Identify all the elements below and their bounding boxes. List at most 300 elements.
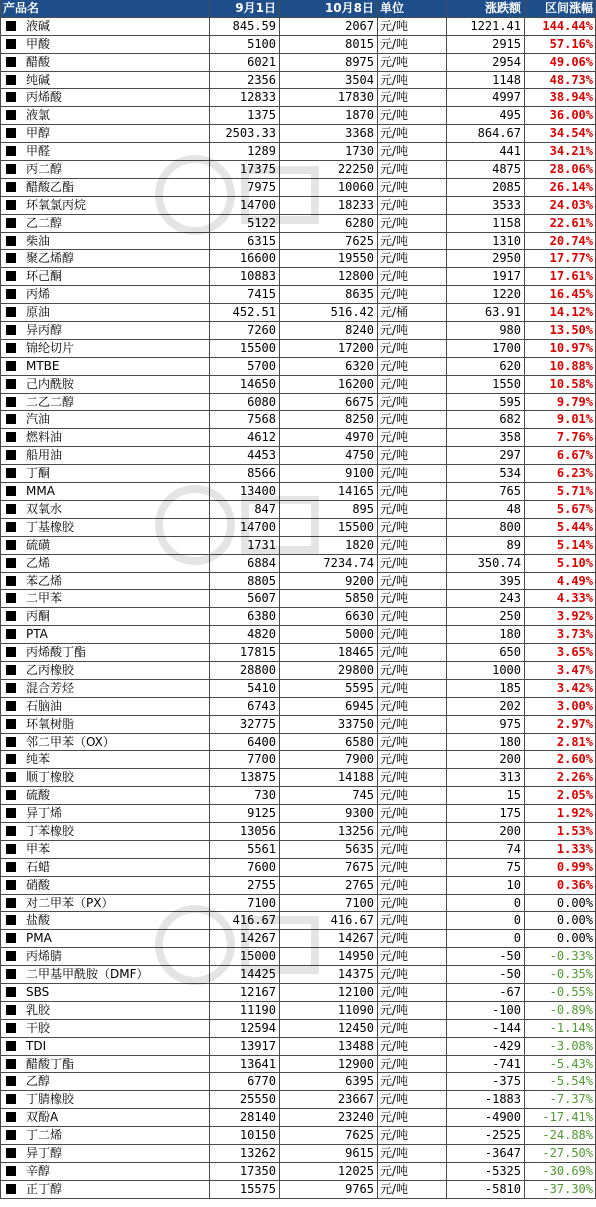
product-name-cell [0,161,210,178]
sep1-price-cell: 10150 [210,1127,280,1144]
change-amount-cell: -741 [447,1056,525,1073]
product-name-label: 甲醛 [26,144,51,159]
product-name-label: 液氯 [26,108,51,123]
black-square-bullet-icon [6,629,16,639]
sep1-price-cell: 15575 [210,1181,280,1198]
product-name-cell [0,984,210,1001]
table-row [0,1109,596,1127]
unit-cell: 元/吨 [378,877,447,894]
sep1-price-cell: 5561 [210,841,280,858]
unit-cell: 元/吨 [378,769,447,786]
table-row [0,36,596,54]
black-square-bullet-icon [6,701,16,711]
change-amount-cell: 534 [447,465,525,482]
product-name-label: 丁二烯 [26,1128,63,1143]
change-percent-cell: 34.54% [525,125,596,142]
oct8-price-cell: 23667 [280,1091,378,1108]
black-square-bullet-icon [6,432,16,442]
product-name-label: 丁腈橡胶 [26,1092,75,1107]
unit-cell: 元/吨 [378,179,447,196]
unit-cell: 元/吨 [378,429,447,446]
product-name-label: 醋酸 [26,54,51,69]
product-name-label: TDI [26,1038,47,1053]
product-name-label: PTA [26,627,48,642]
oct8-price-cell: 3504 [280,72,378,89]
sep1-price-cell: 6021 [210,54,280,71]
product-name-label: 硫酸 [26,788,51,803]
oct8-price-cell: 9300 [280,805,378,822]
sep1-price-cell: 5700 [210,358,280,375]
black-square-bullet-icon [6,1059,16,1069]
change-percent-cell: 0.00% [525,930,596,947]
sep1-price-cell: 6743 [210,698,280,715]
table-row [0,18,596,36]
change-amount-cell: 74 [447,841,525,858]
oct8-price-cell: 14188 [280,769,378,786]
change-amount-cell: 0 [447,912,525,929]
change-amount-cell: 180 [447,626,525,643]
product-name-label: 纯苯 [26,752,51,767]
change-amount-cell: -144 [447,1020,525,1037]
sep1-price-cell: 4820 [210,626,280,643]
change-amount-cell: 800 [447,519,525,536]
change-amount-cell: -3647 [447,1145,525,1162]
change-percent-cell: 2.60% [525,751,596,768]
unit-cell: 元/吨 [378,483,447,500]
change-amount-cell: 89 [447,537,525,554]
table-row [0,1038,596,1056]
oct8-price-cell: 18465 [280,644,378,661]
table-row [0,787,596,805]
change-amount-cell: 1917 [447,268,525,285]
table-row [0,429,596,447]
unit-cell: 元/吨 [378,322,447,339]
change-percent-cell: 144.44% [525,18,596,35]
black-square-bullet-icon [6,200,16,210]
table-row [0,1073,596,1091]
black-square-bullet-icon [6,951,16,961]
table-row [0,590,596,608]
unit-cell: 元/吨 [378,411,447,428]
black-square-bullet-icon [6,522,16,532]
table-row [0,1056,596,1074]
black-square-bullet-icon [6,826,16,836]
product-name-label: 邻二甲苯（OX） [26,734,115,749]
product-name-cell [0,716,210,733]
change-amount-cell: 0 [447,930,525,947]
product-name-label: 乙醇 [26,1074,51,1089]
black-square-bullet-icon [6,719,16,729]
oct8-price-cell: 2765 [280,877,378,894]
product-name-cell [0,447,210,464]
change-amount-cell: -100 [447,1002,525,1019]
product-name-cell [0,590,210,607]
change-percent-cell: 34.21% [525,143,596,160]
sep1-price-cell: 14267 [210,930,280,947]
table-row [0,233,596,251]
sep1-price-cell: 5100 [210,36,280,53]
change-amount-cell: 3533 [447,197,525,214]
change-percent-cell: 4.33% [525,590,596,607]
sep1-price-cell: 14650 [210,376,280,393]
change-percent-cell: -1.14% [525,1020,596,1037]
oct8-price-cell: 6280 [280,215,378,232]
change-amount-cell: 250 [447,608,525,625]
sep1-price-cell: 14700 [210,519,280,536]
unit-cell: 元/吨 [378,966,447,983]
product-name-label: 液碱 [26,18,51,33]
change-percent-cell: 38.94% [525,89,596,106]
product-name-cell [0,411,210,428]
table-row [0,698,596,716]
unit-cell: 元/吨 [378,751,447,768]
unit-cell: 元/吨 [378,895,447,912]
black-square-bullet-icon [6,1076,16,1086]
sep1-price-cell: 12167 [210,984,280,1001]
black-square-bullet-icon [6,558,16,568]
oct8-price-cell: 12100 [280,984,378,1001]
table-row [0,823,596,841]
table-row [0,519,596,537]
oct8-price-cell: 895 [280,501,378,518]
unit-cell: 元/吨 [378,376,447,393]
product-name-cell [0,877,210,894]
change-amount-cell: 395 [447,573,525,590]
product-name-cell [0,1020,210,1037]
table-row [0,966,596,984]
oct8-price-cell: 17830 [280,89,378,106]
sep1-price-cell: 14700 [210,197,280,214]
change-amount-cell: -1883 [447,1091,525,1108]
product-name-cell [0,930,210,947]
sep1-price-cell: 1375 [210,107,280,124]
table-row [0,161,596,179]
table-row [0,501,596,519]
oct8-price-cell: 22250 [280,161,378,178]
black-square-bullet-icon [6,880,16,890]
product-name-label: 乳胶 [26,1002,51,1017]
product-name-label: 干胶 [26,1020,51,1035]
change-percent-cell: 10.88% [525,358,596,375]
change-amount-cell: 1220 [447,286,525,303]
oct8-price-cell: 29800 [280,662,378,679]
oct8-price-cell: 14375 [280,966,378,983]
oct8-price-cell: 13488 [280,1038,378,1055]
unit-cell: 元/吨 [378,1145,447,1162]
black-square-bullet-icon [6,468,16,478]
unit-cell: 元/吨 [378,716,447,733]
product-name-cell [0,966,210,983]
unit-cell: 元/吨 [378,1091,447,1108]
product-name-label: 丙烯腈 [26,949,63,964]
table-row [0,72,596,90]
table-row [0,895,596,913]
change-percent-cell: 3.73% [525,626,596,643]
table-row [0,573,596,591]
product-name-cell [0,322,210,339]
product-name-label: 原油 [26,305,51,320]
table-row [0,1091,596,1109]
oct8-price-cell: 11090 [280,1002,378,1019]
oct8-price-cell: 14267 [280,930,378,947]
change-amount-cell: 297 [447,447,525,464]
product-name-cell [0,555,210,572]
black-square-bullet-icon [6,21,16,31]
black-square-bullet-icon [6,790,16,800]
sep1-price-cell: 15500 [210,340,280,357]
change-amount-cell: 180 [447,734,525,751]
change-percent-cell: 1.92% [525,805,596,822]
product-name-label: 乙烯 [26,555,51,570]
table-row [0,751,596,769]
black-square-bullet-icon [6,39,16,49]
product-name-cell [0,1145,210,1162]
oct8-price-cell: 7675 [280,859,378,876]
change-percent-cell: 0.36% [525,877,596,894]
change-percent-cell: -30.69% [525,1163,596,1180]
black-square-bullet-icon [6,1130,16,1140]
product-name-cell [0,107,210,124]
product-name-cell [0,769,210,786]
product-name-label: 醋酸乙酯 [26,179,75,194]
oct8-price-cell: 416.67 [280,912,378,929]
table-row [0,125,596,143]
sep1-price-cell: 16600 [210,250,280,267]
product-name-label: 汽油 [26,412,51,427]
oct8-price-cell: 7900 [280,751,378,768]
header-unit: 单位 [378,0,447,17]
unit-cell: 元/吨 [378,89,447,106]
unit-cell: 元/吨 [378,859,447,876]
product-name-cell [0,394,210,411]
change-percent-cell: 3.00% [525,698,596,715]
product-name-cell [0,734,210,751]
product-name-label: 丙烯酸丁酯 [26,645,87,660]
unit-cell: 元/吨 [378,250,447,267]
unit-cell: 元/吨 [378,394,447,411]
change-amount-cell: 495 [447,107,525,124]
sep1-price-cell: 5122 [210,215,280,232]
product-name-cell [0,304,210,321]
product-name-label: 双氧水 [26,501,63,516]
sep1-price-cell: 13056 [210,823,280,840]
product-name-cell [0,1091,210,1108]
product-name-cell [0,501,210,518]
product-name-label: 丁基橡胶 [26,519,75,534]
change-percent-cell: -3.08% [525,1038,596,1055]
unit-cell: 元/吨 [378,698,447,715]
change-amount-cell: 2954 [447,54,525,71]
black-square-bullet-icon [6,146,16,156]
change-percent-cell: 3.65% [525,644,596,661]
table-row [0,1020,596,1038]
black-square-bullet-icon [6,343,16,353]
unit-cell: 元/桶 [378,304,447,321]
oct8-price-cell: 1730 [280,143,378,160]
black-square-bullet-icon [6,611,16,621]
change-percent-cell: 28.06% [525,161,596,178]
change-amount-cell: 2950 [447,250,525,267]
table-row [0,912,596,930]
oct8-price-cell: 8975 [280,54,378,71]
product-name-label: 环己酮 [26,269,63,284]
oct8-price-cell: 6320 [280,358,378,375]
change-amount-cell: 1221.41 [447,18,525,35]
change-percent-cell: 6.23% [525,465,596,482]
header-product-name: 产品名 [0,0,210,17]
black-square-bullet-icon [6,325,16,335]
black-square-bullet-icon [6,236,16,246]
black-square-bullet-icon [6,1184,16,1194]
product-name-label: 柴油 [26,233,51,248]
sep1-price-cell: 2755 [210,877,280,894]
black-square-bullet-icon [6,1112,16,1122]
unit-cell: 元/吨 [378,215,447,232]
table-row [0,322,596,340]
product-name-cell [0,1038,210,1055]
sep1-price-cell: 7100 [210,895,280,912]
change-amount-cell: 1550 [447,376,525,393]
unit-cell: 元/吨 [378,1056,447,1073]
sep1-price-cell: 4612 [210,429,280,446]
sep1-price-cell: 1731 [210,537,280,554]
product-name-label: 石脑油 [26,698,63,713]
change-percent-cell: 10.58% [525,376,596,393]
change-percent-cell: 17.61% [525,268,596,285]
black-square-bullet-icon [6,289,16,299]
unit-cell: 元/吨 [378,268,447,285]
unit-cell: 元/吨 [378,54,447,71]
black-square-bullet-icon [6,307,16,317]
table-row [0,143,596,161]
product-name-label: 二乙二醇 [26,394,75,409]
oct8-price-cell: 5635 [280,841,378,858]
product-name-cell [0,1163,210,1180]
oct8-price-cell: 14950 [280,948,378,965]
unit-cell: 元/吨 [378,143,447,160]
sep1-price-cell: 11190 [210,1002,280,1019]
change-amount-cell: 1310 [447,233,525,250]
product-name-label: 异丁烯 [26,806,63,821]
product-name-cell [0,698,210,715]
black-square-bullet-icon [6,1166,16,1176]
sep1-price-cell: 15000 [210,948,280,965]
change-percent-cell: 57.16% [525,36,596,53]
product-name-label: 环氧氯丙烷 [26,197,87,212]
product-name-label: 异丙醇 [26,323,63,338]
black-square-bullet-icon [6,576,16,586]
unit-cell: 元/吨 [378,984,447,1001]
table-row [0,662,596,680]
sep1-price-cell: 14425 [210,966,280,983]
black-square-bullet-icon [6,665,16,675]
change-percent-cell: 9.01% [525,411,596,428]
sep1-price-cell: 13917 [210,1038,280,1055]
oct8-price-cell: 33750 [280,716,378,733]
product-name-cell [0,1073,210,1090]
oct8-price-cell: 516.42 [280,304,378,321]
change-percent-cell: 0.00% [525,895,596,912]
unit-cell: 元/吨 [378,912,447,929]
table-row [0,805,596,823]
unit-cell: 元/吨 [378,930,447,947]
unit-cell: 元/吨 [378,72,447,89]
unit-cell: 元/吨 [378,340,447,357]
table-row [0,626,596,644]
product-name-cell [0,1181,210,1198]
product-name-cell [0,197,210,214]
change-percent-cell: 5.44% [525,519,596,536]
sep1-price-cell: 6770 [210,1073,280,1090]
header-pct: 区间涨幅 [525,0,596,17]
product-name-cell [0,233,210,250]
unit-cell: 元/吨 [378,680,447,697]
black-square-bullet-icon [6,1005,16,1015]
oct8-price-cell: 4750 [280,447,378,464]
oct8-price-cell: 6675 [280,394,378,411]
table-row [0,1127,596,1145]
product-name-cell [0,519,210,536]
product-name-cell [0,429,210,446]
unit-cell: 元/吨 [378,107,447,124]
unit-cell: 元/吨 [378,555,447,572]
oct8-price-cell: 7625 [280,233,378,250]
oct8-price-cell: 8250 [280,411,378,428]
sep1-price-cell: 5607 [210,590,280,607]
product-name-label: MTBE [26,358,60,373]
change-percent-cell: -5.54% [525,1073,596,1090]
unit-cell: 元/吨 [378,1109,447,1126]
oct8-price-cell: 5850 [280,590,378,607]
product-name-label: 二甲苯 [26,591,63,606]
change-amount-cell: 48 [447,501,525,518]
sep1-price-cell: 8566 [210,465,280,482]
black-square-bullet-icon [6,218,16,228]
black-square-bullet-icon [6,540,16,550]
unit-cell: 元/吨 [378,125,447,142]
sep1-price-cell: 10883 [210,268,280,285]
change-amount-cell: -429 [447,1038,525,1055]
table-row [0,555,596,573]
change-amount-cell: 313 [447,769,525,786]
change-percent-cell: 26.14% [525,179,596,196]
unit-cell: 元/吨 [378,1020,447,1037]
change-percent-cell: 22.61% [525,215,596,232]
table-row [0,1002,596,1020]
black-square-bullet-icon [6,969,16,979]
change-amount-cell: 441 [447,143,525,160]
product-name-cell [0,376,210,393]
change-amount-cell: 975 [447,716,525,733]
table-row [0,1163,596,1181]
change-percent-cell: -0.55% [525,984,596,1001]
oct8-price-cell: 6395 [280,1073,378,1090]
product-name-label: 船用油 [26,448,63,463]
change-amount-cell: 595 [447,394,525,411]
table-row [0,644,596,662]
product-name-label: 辛醇 [26,1163,51,1178]
sep1-price-cell: 7600 [210,859,280,876]
product-name-label: 硝酸 [26,877,51,892]
product-name-label: PMA [26,931,52,946]
product-name-cell [0,644,210,661]
change-percent-cell: -17.41% [525,1109,596,1126]
sep1-price-cell: 7568 [210,411,280,428]
table-row [0,1145,596,1163]
unit-cell: 元/吨 [378,787,447,804]
black-square-bullet-icon [6,57,16,67]
change-percent-cell: 3.92% [525,608,596,625]
